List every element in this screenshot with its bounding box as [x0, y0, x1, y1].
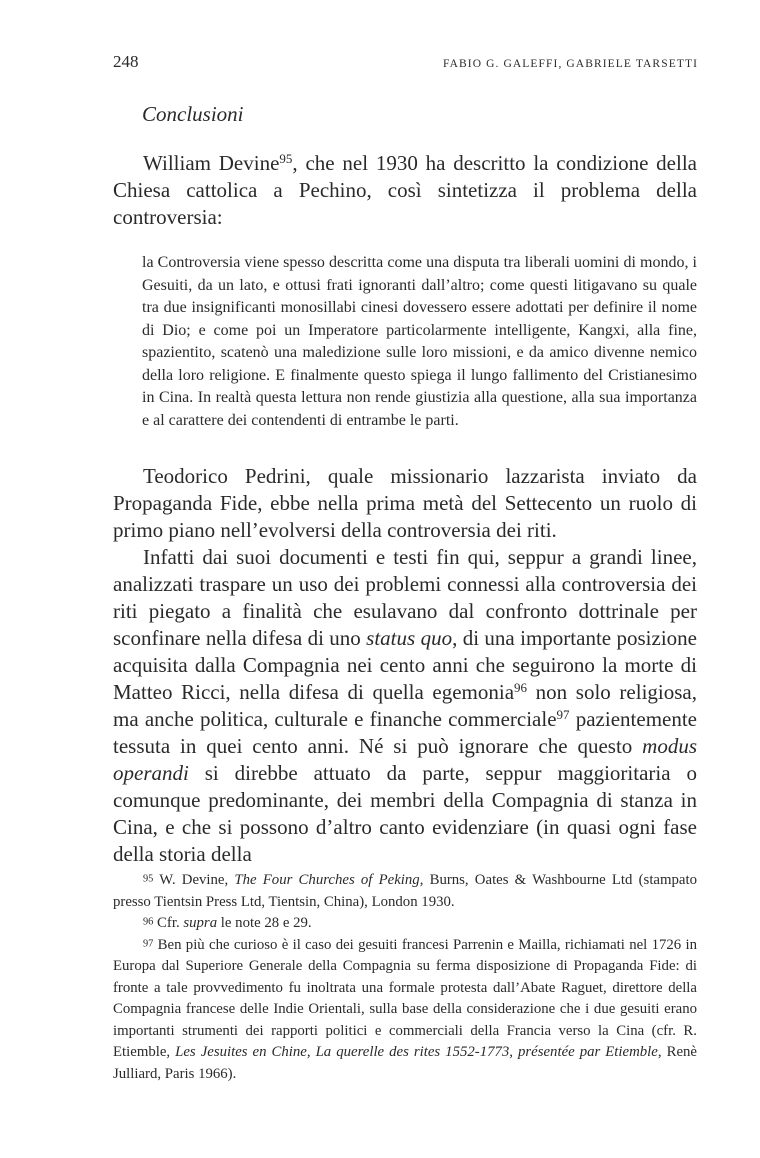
footnote-97 — [113, 935, 697, 1086]
text-span: Cfr. — [153, 915, 184, 931]
footnote-ref-96[interactable]: 96 — [514, 679, 528, 695]
footnote-number: 96 — [143, 916, 154, 928]
footnote-number: 97 — [143, 937, 154, 949]
italic-status-quo: status quo — [366, 626, 453, 650]
paragraph-pedrini: Teodorico Pedrini, quale missionario lazzarista inviato da Propaganda Fide, ebbe nella prima metà del Settecento un ruolo di primo piano nell’evolversi della controversia dei riti. — [113, 464, 697, 542]
italic-supra: supra — [183, 915, 218, 931]
paragraph-infatti — [113, 544, 697, 868]
text-span: Ben più che curioso è il caso dei gesuiti francesi Parrenin e Mailla, richiamati nel 1726 in Europa dal Superiore Generale della Compagnia su ferma disposizione di Propaganda Fide: di fronte a tale provvedimento fu inoltrata una formale protesta dall’Abate Raguet, direttore della Compagnia francese delle Indie Orientali, sulla base della considerazione che i due gesuiti erano importanti strumenti dei rapporti politici e commerciali della Francia verso la Cina (cfr. R. Etiemble, — [113, 936, 697, 1060]
footnote-95 — [113, 870, 697, 913]
text-span: W. Devine, — [153, 872, 235, 888]
footnotes — [113, 870, 697, 1085]
text-span: le note 28 e 29. — [217, 915, 312, 931]
page-number: 248 — [113, 52, 139, 71]
block-quote: la Controversia viene spesso descritta come una disputa tra liberali uomini di mondo, i Gesuiti, da un lato, e ottusi frati ignoranti dall’altro; come questi litigavano su quale tra due insignificanti monosillabi cinesi dovessero essere adottati per definire il nome di Dio; e come poi un Imperatore particolarmente intelligente, Kangxi, alla fine, spazientito, scatenò una maledizione sulle loro missioni, e da amico divenne nemico della loro religione. E finalmente questo spiega il lungo fallimento del Cristianesimo in Cina. In realtà questa lettura non rende giustizia alla questione, alla sua importanza e al carattere dei contendenti di entrambe le parti. — [142, 254, 697, 429]
footnote-96 — [113, 913, 697, 935]
text-span: si direbbe attuato da parte, seppur maggioritaria o comunque predominante, dei membri della Compagnia di stanza in Cina, e che si possono d’altro canto evidenziare (in quasi ogni fase della storia della — [113, 761, 697, 866]
italic-book-title: Les Jesuites en Chine, La querelle des rites 1552-1773, présentée par Etiemble — [175, 1044, 658, 1060]
footnote-ref-95[interactable]: 95 — [279, 150, 293, 166]
italic-book-title: The Four Churches of Peking — [234, 872, 420, 888]
italic-modus-operandi: modus operandi — [113, 734, 697, 785]
text-span: , Burns, Oates & Washbourne Ltd (stampato presso Tientsin Press Ltd, Tientsin, China), London 1930. — [113, 872, 697, 910]
text-span: pazientemente tessuta in quei cento anni. Né si può ignorare che questo — [113, 707, 698, 758]
running-head: FABIO G. GALEFFI, GABRIELE TARSETTI — [442, 58, 698, 70]
footnote-ref-97[interactable]: 97 — [556, 706, 570, 722]
body-paragraphs-block — [113, 463, 697, 868]
text-span: , di una importante posizione acquisita dalla Compagnia nei cento anni che seguirono la morte di Matteo Ricci, nella difesa di quella egemonia — [113, 626, 697, 704]
text-span: non solo religiosa, ma anche politica, culturale e finanche commerciale — [113, 680, 697, 731]
page-header — [113, 52, 698, 76]
text-span: Infatti dai suoi documenti e testi fin qui, seppur a grandi linee, analizzati traspare un uso dei problemi connessi alla controversia dei riti piegato a finalità che esulavano dal confronto dottrinale per sconfinare nella difesa di uno — [113, 545, 697, 650]
footnote-number: 95 — [143, 873, 154, 885]
text-span: William Devine — [143, 151, 280, 175]
section-title: Conclusioni — [142, 102, 244, 126]
text-span: , Renè Julliard, Paris 1966). — [113, 1044, 697, 1082]
text-span: , che nel 1930 ha descritto la condizione della Chiesa cattolica a Pechino, così sintetizza il problema della controversia: — [113, 151, 697, 229]
opening-paragraph-block — [113, 150, 697, 231]
paragraph-intro — [113, 150, 697, 231]
